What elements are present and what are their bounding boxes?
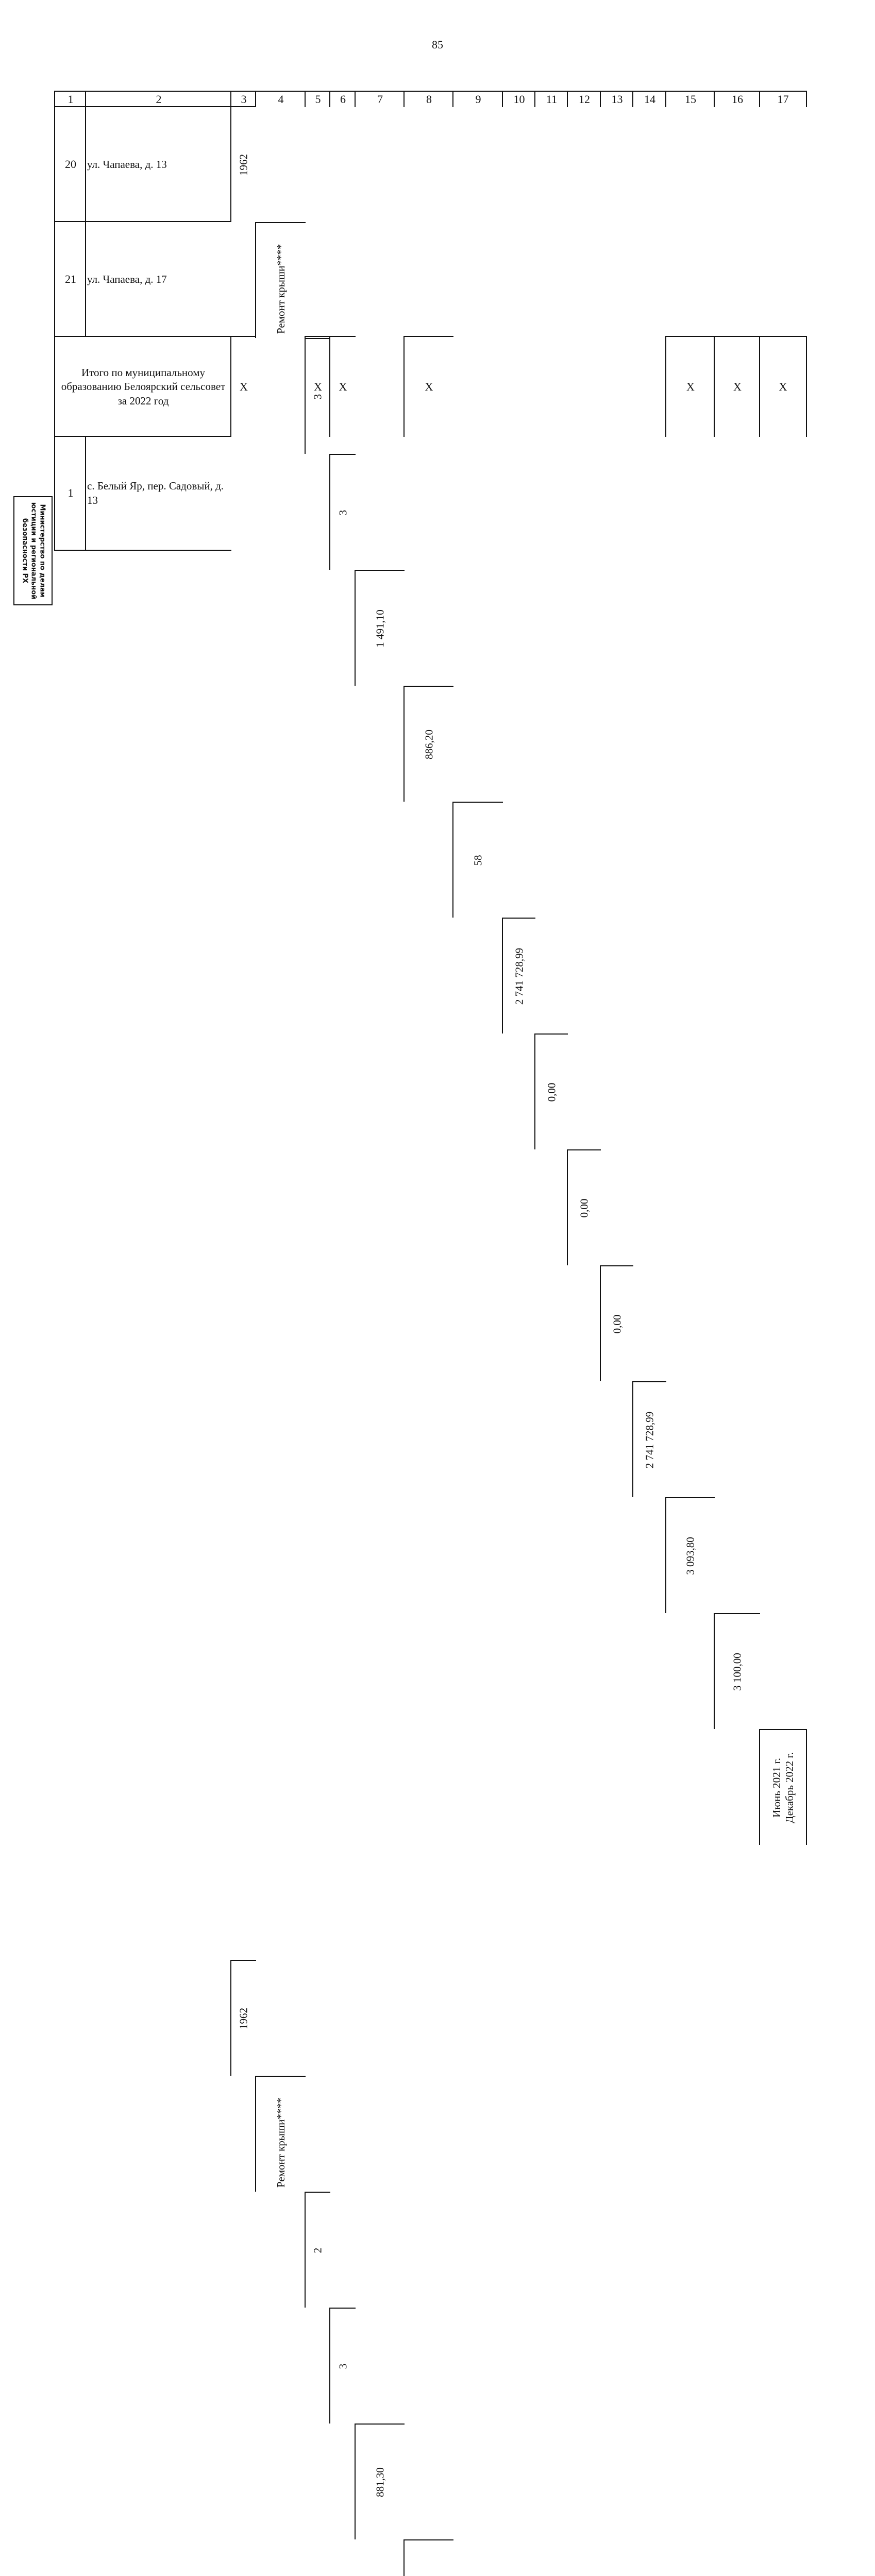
cell-value: 0,00 — [611, 1314, 623, 1333]
summary-c6 — [329, 336, 356, 437]
cell-value: 3 — [336, 510, 349, 515]
header-label: 13 — [611, 93, 623, 106]
row-20-address — [85, 106, 231, 222]
row-21-c6 — [329, 2308, 356, 2424]
header-cell — [632, 91, 666, 107]
header-cell — [85, 91, 231, 107]
row-20-c14 — [632, 1381, 666, 1497]
row-number: 21 — [65, 273, 76, 286]
row-20-c13 — [600, 1265, 633, 1381]
row-number: 20 — [65, 158, 76, 171]
row-belyi-yar-number — [54, 436, 86, 551]
repair-table — [54, 91, 807, 2497]
cell-value: 2 741 728,99 — [643, 1411, 656, 1468]
summary-c8 — [403, 336, 453, 437]
header-label: 11 — [546, 93, 558, 106]
cell-value: 3 — [336, 2363, 349, 2369]
header-label: 14 — [644, 93, 655, 106]
summary-label-text: Итого по муниципальному образованию Белоярский сельсовет за 2022 год — [61, 366, 226, 407]
summary-value: Х — [314, 380, 322, 393]
header-label: 4 — [278, 93, 284, 106]
header-cell — [600, 91, 633, 107]
row-21-number — [54, 221, 86, 337]
header-cell — [714, 91, 760, 107]
header-cell — [255, 91, 306, 107]
cell-value: 0,00 — [578, 1198, 591, 1217]
cell-value: 58 — [472, 855, 484, 866]
row-21-year — [230, 1960, 256, 2076]
period-text — [770, 1752, 796, 1823]
row-20-c6 — [329, 454, 356, 570]
header-cell — [759, 91, 807, 107]
summary-value: Х — [240, 380, 248, 393]
summary-value: Х — [425, 380, 433, 393]
header-label: 6 — [340, 93, 346, 106]
header-cell — [403, 91, 453, 107]
period-start: Июнь 2021 г. — [770, 1757, 783, 1818]
header-cell — [502, 91, 535, 107]
header-label: 10 — [513, 93, 525, 106]
row-21-c8 — [403, 2539, 453, 2576]
row-belyi-yar-address — [85, 436, 231, 551]
period-end: Декабрь 2022 г. — [783, 1752, 796, 1823]
header-cell — [452, 91, 503, 107]
stamp-text — [20, 502, 46, 599]
cell-value: 2 741 728,99 — [513, 947, 525, 1005]
header-cell — [54, 91, 86, 107]
header-label: 1 — [68, 93, 74, 106]
summary-c5 — [305, 336, 330, 437]
row-20-c10 — [502, 918, 535, 1033]
cell-value: 1962 — [237, 2007, 250, 2029]
header-cell — [665, 91, 715, 107]
header-label: 5 — [315, 93, 321, 106]
address-text: ул. Чапаева, д. 13 — [87, 158, 167, 171]
summary-value: Х — [339, 380, 347, 393]
row-number: 1 — [68, 486, 74, 500]
row-20-period — [759, 1729, 807, 1845]
row-21-c7 — [355, 2424, 405, 2539]
header-label: 3 — [241, 93, 247, 106]
cell-value: Ремонт крыши**** — [275, 244, 287, 334]
summary-c3 — [230, 336, 256, 437]
header-label: 15 — [685, 93, 696, 106]
header-cell — [305, 91, 330, 107]
cell-value: 1 491,10 — [374, 609, 386, 648]
row-20-number — [54, 106, 86, 222]
cell-value: 2 — [311, 2247, 324, 2253]
row-20-c8 — [403, 686, 453, 802]
cell-value: 0,00 — [545, 1082, 558, 1101]
header-label: 16 — [732, 93, 743, 106]
header-cell — [355, 91, 405, 107]
address-text: с. Белый Яр, пер. Садовый, д. 13 — [87, 480, 224, 506]
summary-c16 — [714, 336, 760, 437]
header-cell — [534, 91, 568, 107]
row-20-c9 — [452, 802, 503, 918]
cell-value: 3 100,00 — [731, 1652, 744, 1691]
row-20-c7 — [355, 570, 405, 686]
row-20-year — [230, 106, 256, 222]
row-21-c5 — [305, 2192, 330, 2308]
cell-value: Ремонт крыши**** — [275, 2097, 287, 2188]
header-label: 12 — [579, 93, 590, 106]
cell-value: 3 093,80 — [684, 1536, 697, 1575]
summary-c15 — [665, 336, 715, 437]
cell-value: 1962 — [237, 154, 250, 176]
address-text: ул. Чапаева, д. 17 — [87, 273, 167, 285]
row-20-c15 — [665, 1497, 715, 1613]
stamp-line-3: безопасности РХ — [21, 518, 29, 584]
header-label: 2 — [156, 93, 162, 106]
header-label: 17 — [777, 93, 789, 106]
summary-value: Х — [733, 380, 742, 393]
header-label: 9 — [475, 93, 481, 106]
summary-label — [54, 336, 231, 437]
cell-value: 886,20 — [423, 729, 435, 759]
stamp-line-1: Министерство по делам — [38, 504, 46, 598]
page-number: 85 — [432, 38, 443, 51]
summary-value: Х — [779, 380, 787, 393]
header-cell — [230, 91, 256, 107]
stamp-line-2: юстиции и региональной — [29, 502, 38, 600]
header-label: 8 — [426, 93, 432, 106]
header-cell — [329, 91, 356, 107]
row-20-c12 — [567, 1149, 601, 1265]
header-label: 7 — [377, 93, 383, 106]
row-21-work — [255, 2076, 306, 2192]
registration-stamp — [13, 496, 53, 605]
row-20-c11 — [534, 1033, 568, 1149]
row-20-c16 — [714, 1613, 760, 1729]
cell-value: 3 — [311, 394, 324, 399]
row-21-address — [85, 221, 231, 337]
row-20-work — [255, 222, 306, 338]
cell-value: 881,30 — [374, 2467, 386, 2497]
summary-value: Х — [686, 380, 695, 393]
summary-c17 — [759, 336, 807, 437]
header-cell — [567, 91, 601, 107]
